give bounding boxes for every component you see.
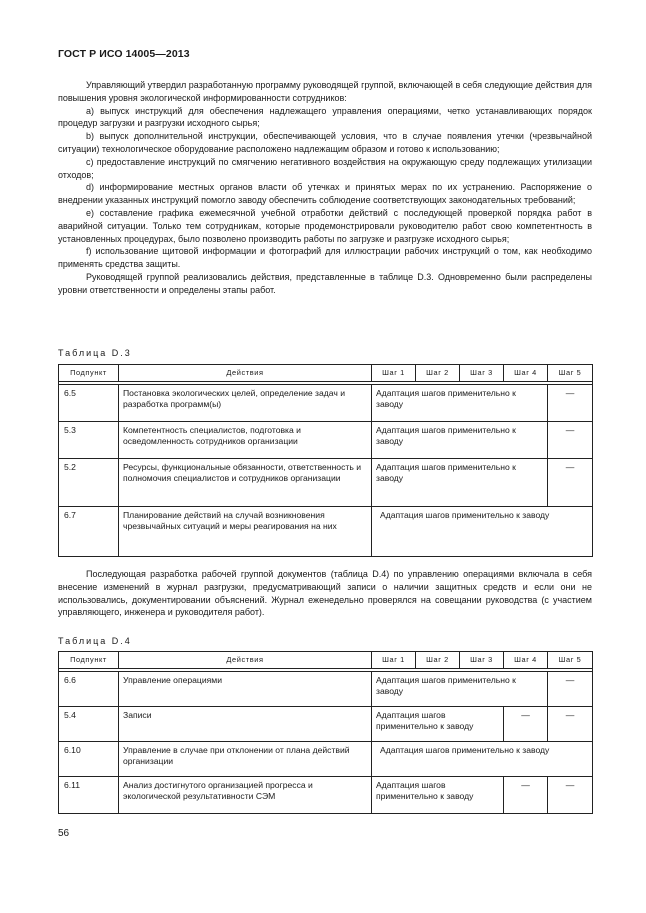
column-header: Шаг 5 (548, 365, 593, 382)
column-header: Шаг 5 (548, 652, 593, 669)
table-d4-caption: Таблица D.4 (58, 636, 132, 646)
row-number: 5.2 (59, 458, 119, 506)
paragraph: d) информирование местных органов власти об утечках и принятых мерах по их устранению. Распоряжение о внедрении указанных инструкций помогло заводу обеспечить соблюдение соответствующих законодательных требований; (58, 182, 592, 206)
row-number: 5.3 (59, 421, 119, 458)
table-row (59, 706, 593, 741)
table-d3 (58, 364, 593, 557)
row-step4: — (504, 706, 548, 741)
paragraph: c) предоставление инструкций по смягчению негативного воздействия на окружающую среду подлежащих утилизации отходов; (58, 156, 592, 180)
row-action: Управление операциями (119, 671, 372, 706)
table-d3-caption: Таблица D.3 (58, 348, 132, 358)
row-step5: — (548, 776, 593, 813)
paragraph: Руководящей группой реализовались действия, представленные в таблице D.3. Одновременно были распределены уровни ответственности и определены этапы работ. (58, 271, 592, 295)
column-header: Шаг 1 (372, 365, 416, 382)
column-header: Подпункт (59, 652, 119, 669)
column-header: Шаг 4 (504, 365, 548, 382)
column-header: Подпункт (59, 365, 119, 382)
row-action: Постановка экологических целей, определение задач и разработка программ(ы) (119, 384, 372, 421)
row-number: 6.10 (59, 741, 119, 776)
row-number: 6.6 (59, 671, 119, 706)
table-row (59, 671, 593, 706)
row-steps: Адаптация шагов применительно к заводу (372, 421, 548, 458)
column-header: Действия (119, 365, 372, 382)
row-number: 6.5 (59, 384, 119, 421)
column-header: Действия (119, 652, 372, 669)
row-action: Анализ достигнутого организацией прогресса и экологической результативности СЭМ (119, 776, 372, 813)
row-action: Управление в случае при отклонении от плана действий организации (119, 741, 372, 776)
paragraph: b) выпуск дополнительной инструкции, обеспечивающей условия, что в случае появления утечки (чрезвычайной ситуации) технологическое оборудование расположено надлежащим образом и готово к использованию; (58, 131, 592, 154)
table-header-row (59, 365, 593, 382)
row-steps: Адаптация шагов применительно к заводу (372, 506, 593, 556)
column-header: Шаг 2 (416, 365, 460, 382)
row-step5: — (548, 421, 593, 458)
row-action: Планирование действий на случай возникновения чрезвычайных ситуаций и меры реагирования на них (119, 506, 372, 556)
row-action: Записи (119, 706, 372, 741)
table-row (59, 421, 593, 458)
row-number: 6.7 (59, 506, 119, 556)
row-number: 6.11 (59, 776, 119, 813)
document-header: ГОСТ Р ИСО 14005—2013 (58, 48, 190, 60)
table-d4 (58, 651, 593, 814)
row-steps: Адаптация шагов применительно к заводу (372, 458, 548, 506)
row-step5: — (548, 384, 593, 421)
intro-text (58, 79, 592, 297)
table-row (59, 458, 593, 506)
column-header: Шаг 4 (504, 652, 548, 669)
row-step4: — (504, 776, 548, 813)
row-action: Компетентность специалистов, подготовка и осведомленность сотрудников организации (119, 421, 372, 458)
row-step5: — (548, 706, 593, 741)
paragraph: Управляющий утвердил разработанную программу руководящей группой, включающей в себя следующие действия для повышения уровня экологической информированности сотрудников: (58, 80, 592, 103)
column-header: Шаг 3 (460, 365, 504, 382)
row-steps: Адаптация шагов применительно к заводу (372, 776, 504, 813)
table-header-row (59, 652, 593, 669)
row-steps: Адаптация шагов применительно к заводу (372, 706, 504, 741)
column-header: Шаг 3 (460, 652, 504, 669)
paragraph: Последующая разработка рабочей группой документов (таблица D.4) по управлению операциями включала в себя внесение изменений в журнал разгрузки, предусматривающий записи о наличии защитных средств и если они не использовались, документировании объяснений. Журнал еженедельно проверялся на совещании руководства (с участием управляющего, инженера и руководителя работ). (58, 569, 592, 618)
column-header: Шаг 1 (372, 652, 416, 669)
table-row (59, 506, 593, 556)
paragraph: f) использование щитовой информации и фотографий для иллюстрации рабочих инструкций о том, как необходимо применять средства защиты. (58, 246, 592, 270)
table-row (59, 776, 593, 813)
row-steps: Адаптация шагов применительно к заводу (372, 741, 593, 776)
row-action: Ресурсы, функциональные обязанности, ответственность и полномочия специалистов и сотрудников организации (119, 458, 372, 506)
row-number: 5.4 (59, 706, 119, 741)
column-header: Шаг 2 (416, 652, 460, 669)
middle-text (58, 568, 592, 619)
page-number: 56 (58, 828, 70, 839)
table-row (59, 741, 593, 776)
table-row (59, 384, 593, 421)
row-steps: Адаптация шагов применительно к заводу (372, 384, 548, 421)
paragraph: a) выпуск инструкций для обеспечения надлежащего управления операциями, четко устанавливающих порядок процедур загрузки и разгрузки исходного сырья; (58, 105, 592, 129)
row-step5: — (548, 458, 593, 506)
row-steps: Адаптация шагов применительно к заводу (372, 671, 548, 706)
paragraph: e) составление графика ежемесячной учебной отработки действий с последующей проверкой порядка работ в аварийной ситуации. Только тем сотрудникам, которые продемонстрировали руководителю работ свою компетентность в установленных процедурах, было позволено производить работы по загрузке и разгрузке исходного сырья; (58, 207, 592, 244)
row-step5: — (548, 671, 593, 706)
